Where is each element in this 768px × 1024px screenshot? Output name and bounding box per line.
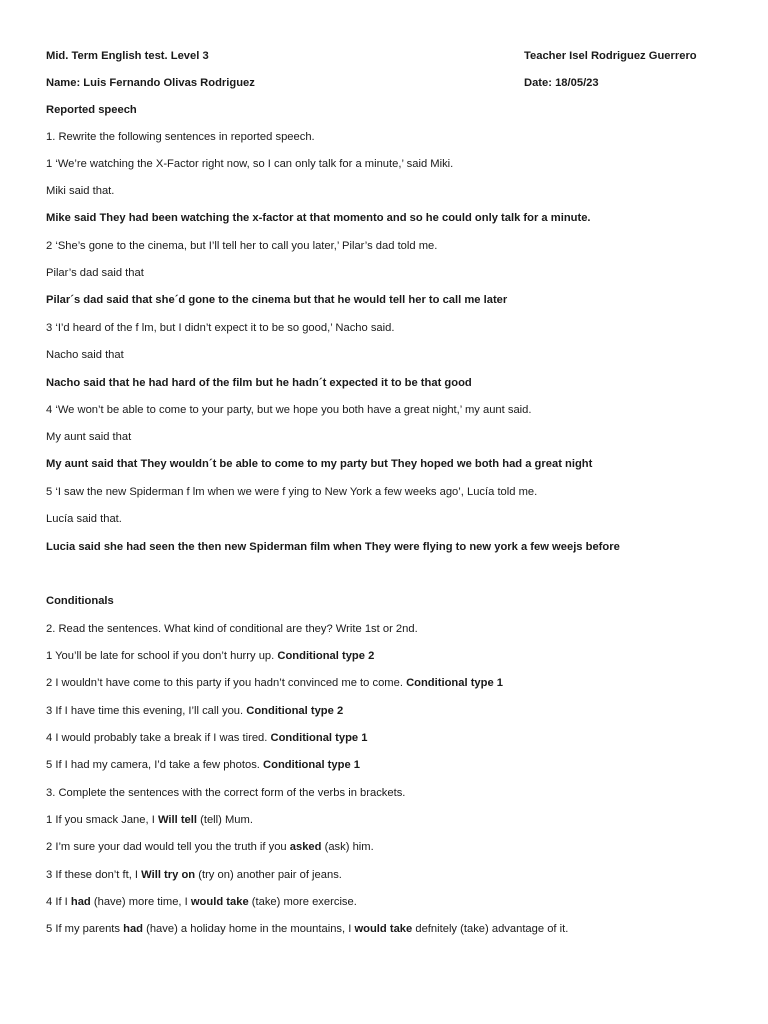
test-date: Date: 18/05/23	[524, 77, 599, 89]
verb-item	[46, 813, 253, 827]
verb-answer: would take	[354, 923, 413, 935]
verb-text: 2 I’m sure your dad would tell you the truth if you	[46, 841, 290, 853]
conditional-sentence: 4 I would probably take a break if I was tired.	[46, 732, 271, 744]
verb-text: 5 If my parents	[46, 923, 124, 935]
verb-answer: would take	[190, 896, 249, 908]
verb-text: defnitely (take) advantage of it.	[412, 923, 569, 935]
instruction-2: 2. Read the sentences. What kind of conditional are they? Write 1st or 2nd.	[46, 623, 418, 635]
question-prompt: Lucía said that.	[46, 513, 122, 525]
conditional-item	[46, 731, 367, 745]
conditional-item	[46, 704, 343, 718]
conditional-answer: Conditional type 2	[246, 705, 344, 717]
conditional-item	[46, 676, 503, 690]
verb-answer: Will tell	[157, 814, 197, 826]
question-prompt: Pilar’s dad said that	[46, 267, 144, 279]
verb-item	[46, 840, 374, 854]
conditional-sentence: 5 If I had my camera, I’d take a few photos.	[46, 759, 264, 771]
student-answer: Nacho said that he had hard of the film but he hadn´t expected it to be that good	[46, 377, 472, 389]
verb-text: (have) a holiday home in the mountains, I	[143, 923, 355, 935]
verb-text: (ask) him.	[321, 841, 374, 853]
student-answer: Pilar´s dad said that she´d gone to the cinema but that he would tell her to call me later	[46, 294, 508, 306]
teacher-name: Teacher Isel Rodriguez Guerrero	[524, 50, 697, 62]
verb-text: (try on) another pair of jeans.	[195, 869, 342, 881]
question-quote: 2 ‘She’s gone to the cinema, but I’ll tell her to call you later,’ Pilar’s dad told me.	[46, 240, 438, 252]
question-quote: 3 ‘I’d heard of the f lm, but I didn’t expect it to be so good,’ Nacho said.	[46, 322, 395, 334]
conditional-answer: Conditional type 1	[263, 759, 360, 771]
question-prompt: Miki said that.	[46, 185, 115, 197]
verb-text: (tell) Mum.	[197, 814, 253, 826]
verb-text: (have) more time, I	[90, 896, 191, 908]
verb-item	[46, 922, 568, 936]
question-prompt: Nacho said that	[46, 349, 124, 361]
student-answer: My aunt said that They wouldn´t be able to come to my party but They hoped we both had a great night	[46, 458, 593, 470]
conditional-sentence: 2 I wouldn’t have come to this party if you hadn’t convinced me to come.	[46, 677, 407, 689]
verb-text: 1 If you smack Jane, I	[46, 814, 158, 826]
conditional-answer: Conditional type 1	[270, 732, 368, 744]
conditional-item	[46, 649, 374, 663]
question-quote: 5 ‘I saw the new Spiderman f lm when we were f ying to New York a few weeks ago’, Lucía told me.	[46, 486, 538, 498]
verb-answer: had	[70, 896, 91, 908]
question-quote: 1 ‘We’re watching the X-Factor right now, so I can only talk for a minute,’ said Miki.	[46, 158, 454, 170]
verb-item	[46, 868, 342, 882]
verb-answer: Will try on	[141, 869, 196, 881]
conditional-answer: Conditional type 1	[406, 677, 504, 689]
section-heading-reported-speech: Reported speech	[46, 104, 137, 116]
instruction-3: 3. Complete the sentences with the correct form of the verbs in brackets.	[46, 787, 406, 799]
student-answer: Lucia said she had seen the then new Spiderman film when They were flying to new york a few weejs before	[46, 541, 620, 553]
conditional-sentence: 1 You’ll be late for school if you don’t hurry up.	[46, 650, 278, 662]
verb-item	[46, 895, 357, 909]
verb-text: (take) more exercise.	[248, 896, 357, 908]
document-page	[46, 0, 746, 1024]
student-name: Name: Luis Fernando Olivas Rodriguez	[46, 77, 255, 89]
question-quote: 4 ‘We won’t be able to come to your party, but we hope you both have a great night,’ my aunt said.	[46, 404, 532, 416]
verb-answer: asked	[289, 841, 322, 853]
question-prompt: My aunt said that	[46, 431, 132, 443]
verb-text: 4 If I	[46, 896, 71, 908]
section-heading-conditionals: Conditionals	[46, 595, 114, 607]
instruction-1: 1. Rewrite the following sentences in reported speech.	[46, 131, 315, 143]
verb-answer: had	[123, 923, 143, 935]
conditional-item	[46, 758, 360, 772]
test-title: Mid. Term English test. Level 3	[46, 50, 209, 62]
student-answer: Mike said They had been watching the x-factor at that momento and so he could only talk for a minute.	[46, 212, 591, 224]
conditional-answer: Conditional type 2	[277, 650, 375, 662]
verb-text: 3 If these don’t ft, I	[46, 869, 142, 881]
conditional-sentence: 3 If I have time this evening, I’ll call you.	[46, 705, 247, 717]
